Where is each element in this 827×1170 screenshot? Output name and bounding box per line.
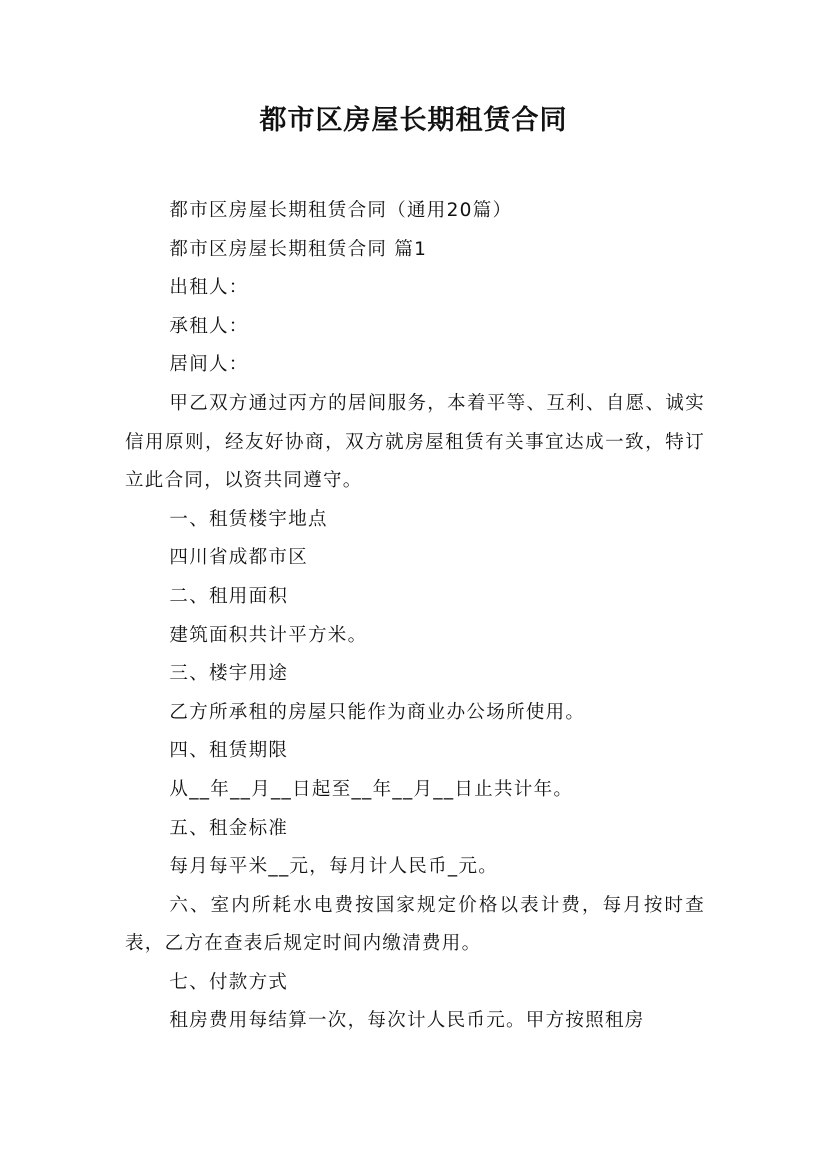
paragraph-intermediary: 居间人： [169,354,249,376]
paragraph-lessor: 出租人： [169,277,249,299]
paragraph-clause-3-body: 乙方所承租的房屋只能作为商业办公场所使用。 [169,701,586,723]
paragraph-clause-1-heading: 一、租赁楼宇地点 [169,508,328,530]
paragraph-clause-2-heading: 二、租用面积 [169,585,289,607]
paragraph-section-heading: 都市区房屋长期租赁合同 篇1 [169,238,428,260]
document-title: 都市区房屋长期租赁合同 [259,105,568,136]
paragraph-subtitle: 都市区房屋长期租赁合同（通用20篇） [169,200,513,221]
paragraph-clause-4-heading: 四、租赁期限 [169,740,289,762]
paragraph-lessee: 承租人： [169,315,249,337]
paragraph-clause-1-body: 四川省成都市区 [169,547,308,569]
paragraph-clause-3-heading: 三、楼宇用途 [169,663,289,685]
paragraph-clause-7-body: 租房费用每结算一次，每次计人民币元。甲方按照租房 [169,1010,645,1032]
paragraph-preamble: 甲乙双方通过丙方的居间服务，本着平等、互利、自愿、诚实信用原则，经友好协商，双方就房屋租赁有关事宜达成一致，特订立此合同，以资共同遵守。 [125,392,705,492]
paragraph-clause-7-heading: 七、付款方式 [169,971,289,993]
paragraph-clause-6: 六、室内所耗水电费按国家规定价格以表计费，每月按时查表，乙方在查表后规定时间内缴清费用。 [125,894,705,955]
paragraph-clause-5-body: 每月每平米__元，每月计人民币_元。 [169,856,499,878]
document-body [125,192,705,1041]
paragraph-clause-2-body: 建筑面积共计平方米。 [169,624,368,646]
paragraph-clause-4-body: 从__年__月__日起至__年__月__日止共计年。 [169,778,574,800]
paragraph-clause-5-heading: 五、租金标准 [169,817,289,839]
